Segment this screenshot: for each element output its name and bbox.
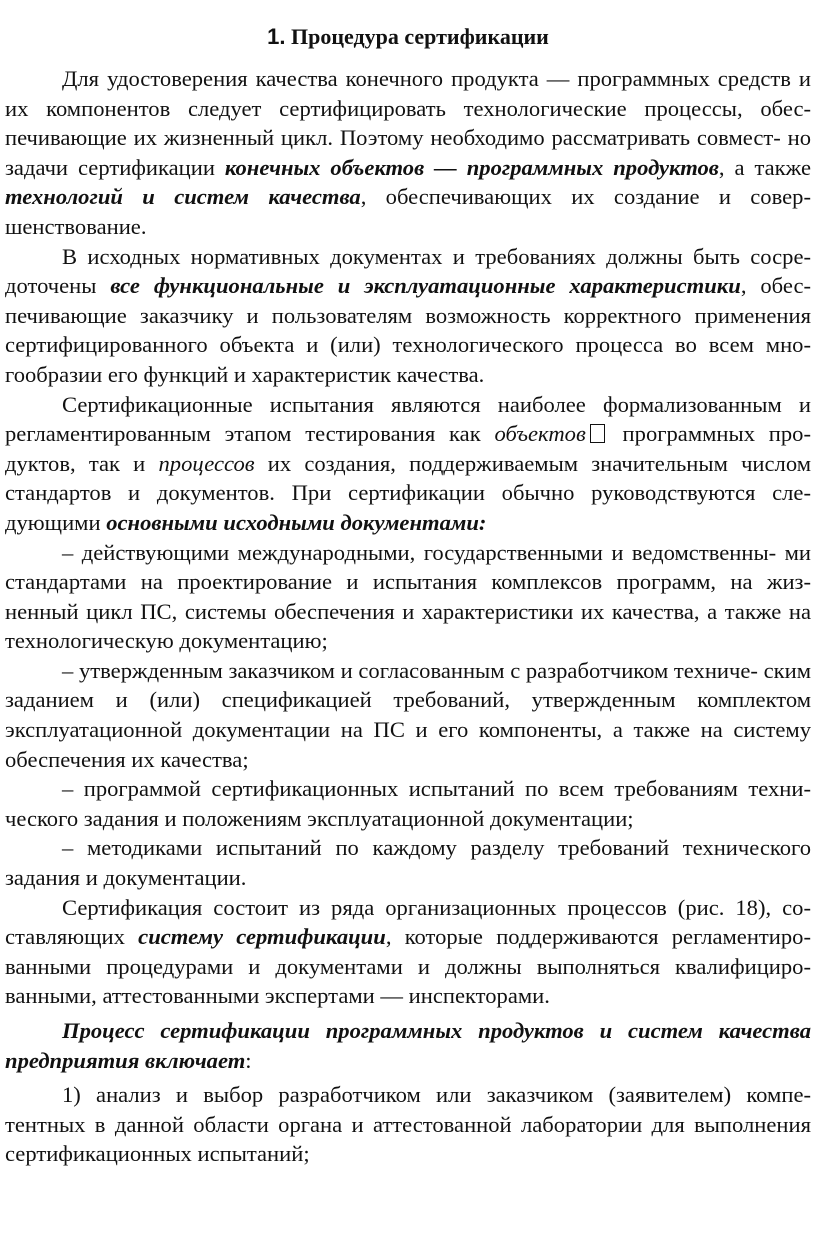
text-run: Сертификационные испытания являются наиболее формализованным и регламентированным этапом тестирования как bbox=[5, 391, 811, 447]
paragraph-process-includes bbox=[5, 1016, 811, 1075]
emphasis-final-objects: конечных объектов — программных продуктов bbox=[224, 154, 719, 180]
emphasis-technologies: технологий и систем качества bbox=[5, 184, 361, 210]
italic-processes: процессов bbox=[158, 450, 255, 476]
text-run: , обес- печивающие заказчику и пользователям возможность корректного применения сертифицированного объекта и (или) технологического процесса во всем мно- гообразии его функций и характеристик качества. bbox=[5, 273, 812, 387]
text-run: программных про- дуктов, так и bbox=[5, 421, 812, 476]
emphasis-process: Процесс сертификации программных продуктов и систем качества предприятия включает bbox=[5, 1018, 811, 1073]
section-title: Процедура сертификации bbox=[291, 24, 549, 49]
document-page bbox=[5, 18, 811, 1169]
list-item: – программой сертификационных испытаний по всем требованиям техни- ческого задания и положениям эксплуатационной документации; bbox=[5, 776, 811, 831]
list-item: – утвержденным заказчиком и согласованным с разработчиком техниче- ским заданием и (или) спецификацией требований, утвержденным комплектом эксплуатационной документации на ПС и его компоненты, а также на систему обеспечения их качества; bbox=[5, 657, 811, 772]
numbered-item-1: 1) анализ и выбор разработчиком или заказчиком (заявителем) компе- тентных в данной области органа и аттестованной лаборатории для выполнения сертификационных испытаний; bbox=[5, 1082, 811, 1167]
text-run: В исходных нормативных документах и требованиях должны быть сосре- доточены bbox=[5, 243, 811, 299]
section-heading bbox=[5, 18, 811, 56]
list-item: – методиками испытаний по каждому разделу требований технического задания и документации. bbox=[5, 835, 811, 891]
italic-objects: объектов bbox=[494, 421, 586, 447]
paragraph-requirements bbox=[5, 242, 811, 390]
section-number: 1. bbox=[267, 24, 286, 49]
text-run: Для удостоверения качества конечного продукта — программных средств и их компонентов следует сертифицировать технологические процессы, обес- печивающие их жизненный цикл. Поэтому необходимо рассматривать совмест- но задачи сертификации bbox=[5, 66, 811, 180]
emphasis-source-documents: основными исходными документами: bbox=[106, 509, 487, 535]
text-run: Сертификация состоит из ряда организационных процессов (рис. 18), со- ставляющих bbox=[5, 894, 811, 950]
paragraph-intro bbox=[5, 64, 811, 242]
list-item: – действующими международными, государственными и ведомственны- ми стандартами на проектирование и испытания комплексов программ, на жиз- ненный цикл ПС, системы обеспечения и характеристики их качества, а также на технологическую документацию; bbox=[5, 539, 811, 654]
paragraph-certification-system bbox=[5, 893, 811, 1011]
text-run: , обеспечивающих их создание и совер- шенствование. bbox=[5, 184, 811, 239]
paragraph-testing bbox=[5, 390, 811, 538]
emphasis-characteristics: все функциональные и эксплуатационные характеристики bbox=[110, 273, 741, 299]
missing-glyph-box-icon bbox=[590, 424, 605, 443]
text-run: , которые поддерживаются регламентиро- ванными процедурами и документами и должны выполняться квалифициро- ванными, аттестованными экспертами — инспекторами. bbox=[5, 924, 811, 1009]
text-run: , а также bbox=[718, 154, 811, 180]
text-run: их создания, поддерживаемым значительным числом стандартов и документов. При сертификации обычно руководствуются сле- дующими bbox=[5, 450, 811, 535]
emphasis-certification-system: систему сертификации bbox=[138, 924, 386, 950]
text-run: : bbox=[245, 1047, 252, 1073]
